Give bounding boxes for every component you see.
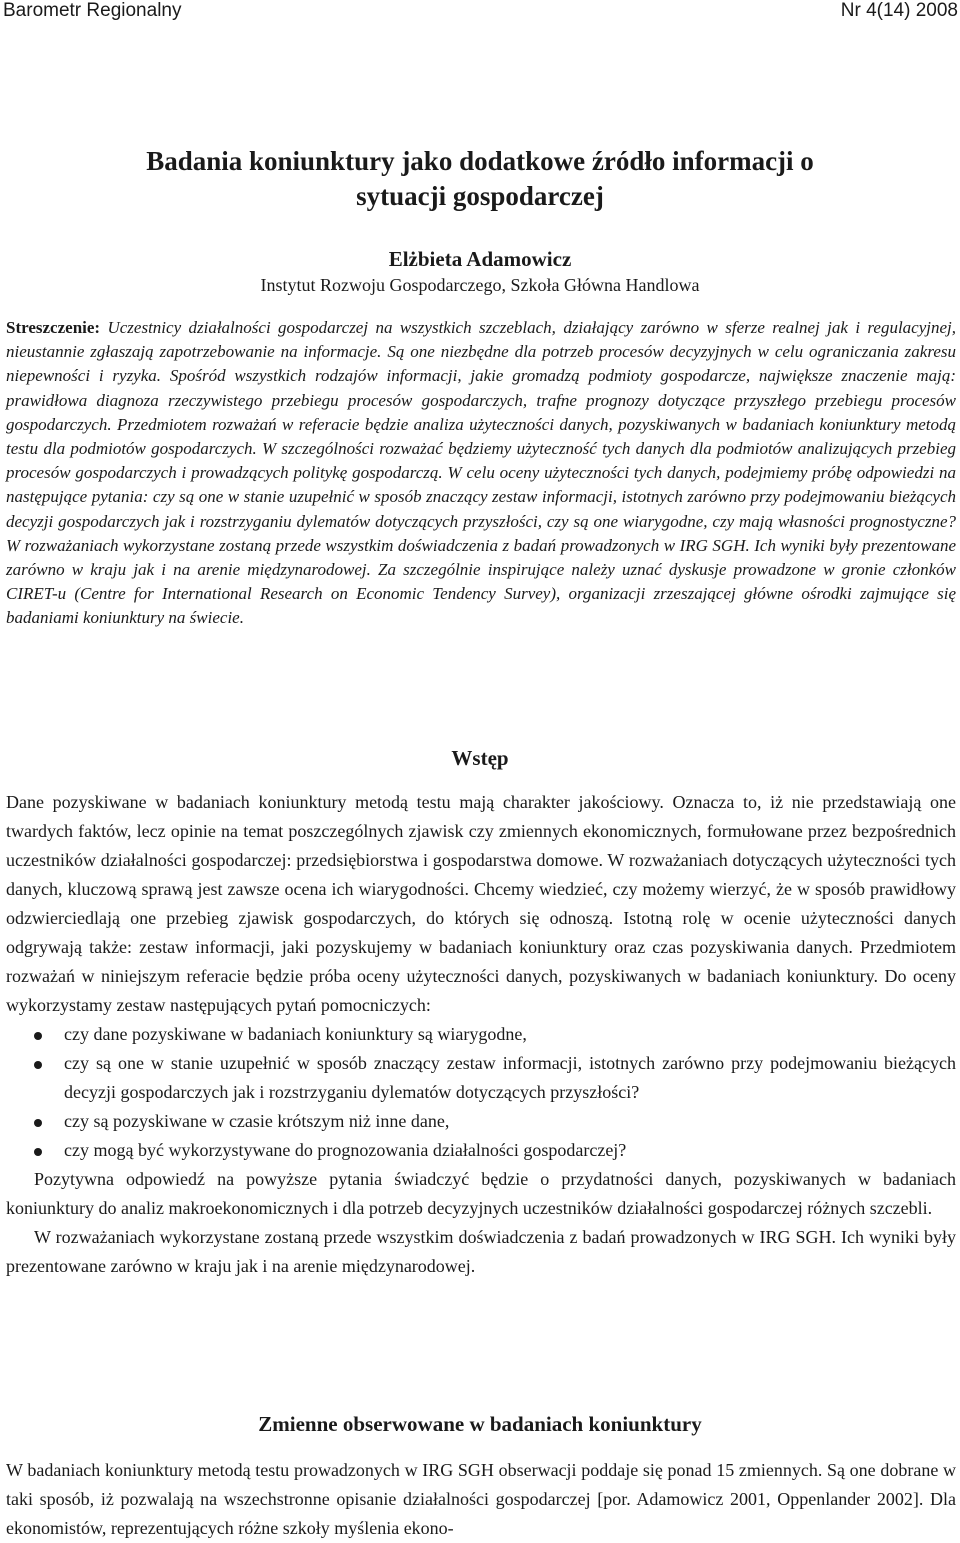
list-item — [6, 1136, 956, 1165]
section-heading-variables: Zmienne obserwowane w badaniach koniunktury — [258, 1412, 702, 1436]
list-item — [6, 1020, 956, 1049]
list-item-text: czy są one w stanie uzupełnić w sposób znaczący zestaw informacji, istotnych zarówno przy podejmowaniu bieżących decyzji gospodarczych jak i rozstrzyganiu dylematów dotyczących przyszłości? — [64, 1053, 956, 1102]
list-item — [6, 1049, 956, 1107]
intro-section — [6, 788, 956, 1281]
running-header — [0, 0, 960, 22]
list-item — [6, 1107, 956, 1136]
author-name: Elżbieta Adamowicz — [388, 247, 572, 271]
bullet-icon — [34, 1061, 42, 1069]
intro-paragraph-1: Dane pozyskiwane w badaniach koniunktury metodą testu mają charakter jakościowy. Oznacza to, iż nie przedstawiają one twardych faktów, lecz opinie na temat poszczególnych zjawisk czy zmiennych ekonomicznych, formułowane przez bezpośrednich uczestników działalności gospodarczej: przedsiębiorstwa i gospodarstwa domowe. W rozważaniach dotyczących użyteczności tych danych, kluczową sprawą jest zawsze ocena ich wiarygodności. Chcemy wiedzieć, czy możemy wierzyć, że w sposób prawidłowy odzwierciedlają one przebieg zjawisk gospodarczych, do których się odnoszą. Istotną rolę w ocenie użyteczności danych odgrywają także: zestaw informacji, jaki pozyskujemy w badaniach koniunktury oraz czas pozyskiwania danych. Przedmiotem rozważań w niniejszym referacie będzie próba oceny użyteczności danych, pozyskiwanych w badaniach koniunktury. Do oceny wykorzystamy zestaw następujących pytań pomocniczych: — [6, 792, 956, 1015]
list-item-text: czy mogą być wykorzystywane do prognozowania działalności gospodarczej? — [64, 1140, 627, 1160]
bullet-icon — [34, 1119, 42, 1127]
issue-number: Nr 4(14) 2008 — [840, 0, 958, 21]
journal-name: Barometr Regionalny — [3, 0, 182, 21]
intro-paragraph-3: W rozważaniach wykorzystane zostaną przede wszystkim doświadczenia z badań prowadzonych w IRG SGH. Ich wyniki były prezentowane zarówno w kraju jak i na arenie międzynarodowej. — [6, 1227, 956, 1276]
intro-paragraph-2: Pozytywna odpowiedź na powyższe pytania świadczyć będzie o przydatności danych, pozyskiwanych w badaniach koniunktury do analiz makroekonomicznych i dla potrzeb decyzyjnych uczestników działalności gospodarczej różnych szczebli. — [6, 1169, 956, 1218]
author-affiliation: Instytut Rozwoju Gospodarczego, Szkoła Główna Handlowa — [260, 275, 700, 295]
article-title — [0, 144, 960, 214]
bullet-icon — [34, 1032, 42, 1040]
variables-paragraph: W badaniach koniunktury metodą testu prowadzonych w IRG SGH obserwacji poddaje się ponad 15 zmiennych. Są one dobrane w taki sposób, iż pozwalają na wszechstronne opisanie działalności gospodarczej [por. Adamowicz 2001, Oppenlander 2002]. Dla ekonomistów, reprezentujących różne szkoły myślenia ekono- — [6, 1460, 956, 1538]
list-item-text: czy dane pozyskiwane w badaniach koniunktury są wiarygodne, — [64, 1024, 527, 1044]
list-item-text: czy są pozyskiwane w czasie krótszym niż inne dane, — [64, 1111, 450, 1131]
section-heading-intro: Wstęp — [451, 746, 509, 770]
question-list — [6, 1020, 956, 1165]
article-title-text: Badania koniunktury jako dodatkowe źródło informacji o sytuacji gospodarczej — [146, 146, 814, 211]
abstract-text: Uczestnicy działalności gospodarczej na wszystkich szczeblach, działający zarówno w sferze realnej jak i regulacyjnej, nieustannie zgłaszają zapotrzebowanie na informacje. Są one niezbędne dla potrzeb procesów decyzyjnych w celu ograniczania zakresu niepewności i ryzyka. Spośród wszystkich rodzajów informacji, jakie gromadzą podmioty gospodarcze, największe znaczenie mają: prawidłowa diagnoza rzeczywistego przebiegu procesów gospodarczych, trafne prognozy dotyczące przyszłego przebiegu procesów gospodarczych. Przedmiotem rozważań w referacie będzie analiza użyteczności danych, pozyskiwanych w badaniach koniunktury metodą testu dla podmiotów gospodarczych. W szczególności rozważać będziemy użyteczność tych danych dla podmiotów analizujących przebieg procesów gospodarczych i prowadzących politykę gospodarczą. W celu oceny użyteczności tych danych, podejmiemy próbę odpowiedzi na następujące pytania: czy są one w stanie uzupełnić w sposób znaczący zestaw informacji, istotnych zarówno przy podejmowaniu bieżących decyzji gospodarczych jak i rozstrzyganiu dylematów dotyczących przyszłości, czy są one wiarygodne, czy mają własności prognostyczne? W rozważaniach wykorzystane zostaną przede wszystkim doświadczenia z badań prowadzonych w IRG SGH. Ich wyniki były prezentowane zarówno w kraju jak i na arenie międzynarodowej. Za szczególnie inspirujące należy uznać dyskusje prowadzone w gronie członków CIRET-u (Centre for International Research on Economic Tendency Survey), organizacji zrzeszającej główne ośrodki zajmujące się badaniami koniunktury na świecie. — [6, 318, 957, 628]
abstract — [6, 316, 956, 631]
bullet-icon — [34, 1148, 42, 1156]
abstract-label: Streszczenie: — [6, 318, 101, 337]
